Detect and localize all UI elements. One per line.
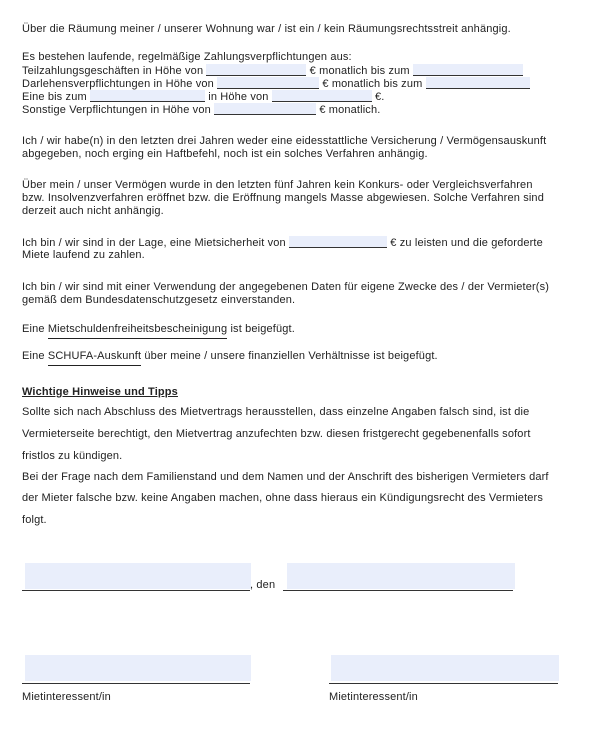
privacy-line-2: gemäß dem Bundesdatenschutzgesetz einverstanden.: [22, 294, 296, 306]
insolvency-line-3: derzeit auch nicht anhängig.: [22, 205, 164, 217]
installment-label-2: € monatlich bis zum: [309, 65, 410, 77]
other-label: Sonstige Verpflichtungen in Höhe von: [22, 104, 211, 116]
date-line: [283, 590, 513, 591]
tips-heading: Wichtige Hinweise und Tipps: [22, 386, 178, 398]
schufa-line: [22, 350, 438, 363]
schufa-suffix: über meine / unsere finanziellen Verhältnisse ist beigefügt.: [144, 350, 438, 362]
onetime-label-3: €.: [375, 91, 385, 103]
deposit-label: Ich bin / wir sind in der Lage, eine Mietsicherheit von: [22, 237, 286, 249]
eviction-statement: Über die Räumung meiner / unserer Wohnung war / ist ein / kein Räumungsrechtsstreit anhängig.: [22, 23, 511, 35]
deposit-amount-field[interactable]: [289, 236, 387, 248]
installment-amount-field[interactable]: [206, 64, 306, 76]
onetime-date-field[interactable]: [90, 90, 205, 102]
certificate-link[interactable]: Mietschuldenfreiheitsbescheinigung: [48, 323, 227, 339]
tips-line: Vermieterseite berechtigt, den Mietvertrag anzufechten bzw. diesen fristgerecht gegebenenfalls sofort: [22, 428, 531, 440]
den-label: , den: [250, 579, 276, 591]
insolvency-line-1: Über mein / unser Vermögen wurde in den letzten fünf Jahren kein Konkurs- oder Vergleichsverfahren: [22, 179, 533, 191]
tips-line: Bei der Frage nach dem Familienstand und dem Namen und der Anschrift des bisherigen Vermieters darf: [22, 471, 549, 483]
signature-field-2[interactable]: [331, 655, 559, 681]
schufa-link[interactable]: SCHUFA-Auskunft: [48, 350, 141, 366]
certificate-suffix: ist beigefügt.: [230, 323, 295, 335]
schufa-prefix: Eine: [22, 350, 45, 362]
onetime-label: Eine bis zum: [22, 91, 87, 103]
signature-field-1[interactable]: [25, 655, 251, 681]
place-field[interactable]: [25, 563, 251, 589]
deposit-label-2: € zu leisten und die geforderte: [390, 237, 543, 249]
deposit-line: [22, 236, 543, 250]
installment-until-field[interactable]: [413, 64, 523, 76]
signature-line-2: [329, 683, 558, 684]
payments-intro: Es bestehen laufende, regelmäßige Zahlungsverpflichtungen aus:: [22, 51, 352, 63]
applicant-label-2: Mietinteressent/in: [329, 691, 418, 703]
deposit-line-2: Miete laufend zu zahlen.: [22, 249, 145, 261]
affidavit-line-2: abgegeben, noch erging ein Haftbefehl, noch ist ein solches Verfahren anhängig.: [22, 148, 428, 160]
loan-amount-field[interactable]: [217, 77, 319, 89]
insolvency-line-2: bzw. Insolvenzverfahren eröffnet bzw. die Eröffnung mangels Masse abgewiesen. Solche Verfahren sind: [22, 192, 544, 204]
installment-label: Teilzahlungsgeschäften in Höhe von: [22, 65, 204, 77]
onetime-amount-field[interactable]: [272, 90, 372, 102]
date-field[interactable]: [287, 563, 515, 589]
signature-line-1: [22, 683, 250, 684]
loan-line: [22, 77, 530, 91]
loan-until-field[interactable]: [426, 77, 530, 89]
onetime-line: [22, 90, 385, 104]
tips-line: folgt.: [22, 514, 47, 526]
applicant-label-1: Mietinteressent/in: [22, 691, 111, 703]
tips-line: Sollte sich nach Abschluss des Mietvertrags herausstellen, dass einzelne Angaben falsch sind, ist die: [22, 406, 530, 418]
onetime-label-2: in Höhe von: [208, 91, 269, 103]
affidavit-line-1: Ich / wir habe(n) in den letzten drei Jahren weder eine eidesstattliche Versicherung / Vermögensauskunft: [22, 135, 547, 147]
place-line: [22, 590, 250, 591]
loan-label-2: € monatlich bis zum: [322, 78, 423, 90]
other-amount-field[interactable]: [214, 103, 316, 115]
loan-label: Darlehensverpflichtungen in Höhe von: [22, 78, 214, 90]
tips-line: der Mieter falsche bzw. keine Angaben machen, ohne dass hieraus ein Kündigungsrecht des Vermieters: [22, 492, 544, 504]
certificate-prefix: Eine: [22, 323, 45, 335]
other-line: [22, 103, 380, 117]
installment-line: [22, 64, 523, 78]
tips-line: fristlos zu kündigen.: [22, 450, 123, 462]
certificate-line: [22, 323, 295, 336]
privacy-line-1: Ich bin / wir sind mit einer Verwendung der angegebenen Daten für eigene Zwecke des / der Vermieter(s): [22, 281, 550, 293]
other-label-2: € monatlich.: [319, 104, 381, 116]
